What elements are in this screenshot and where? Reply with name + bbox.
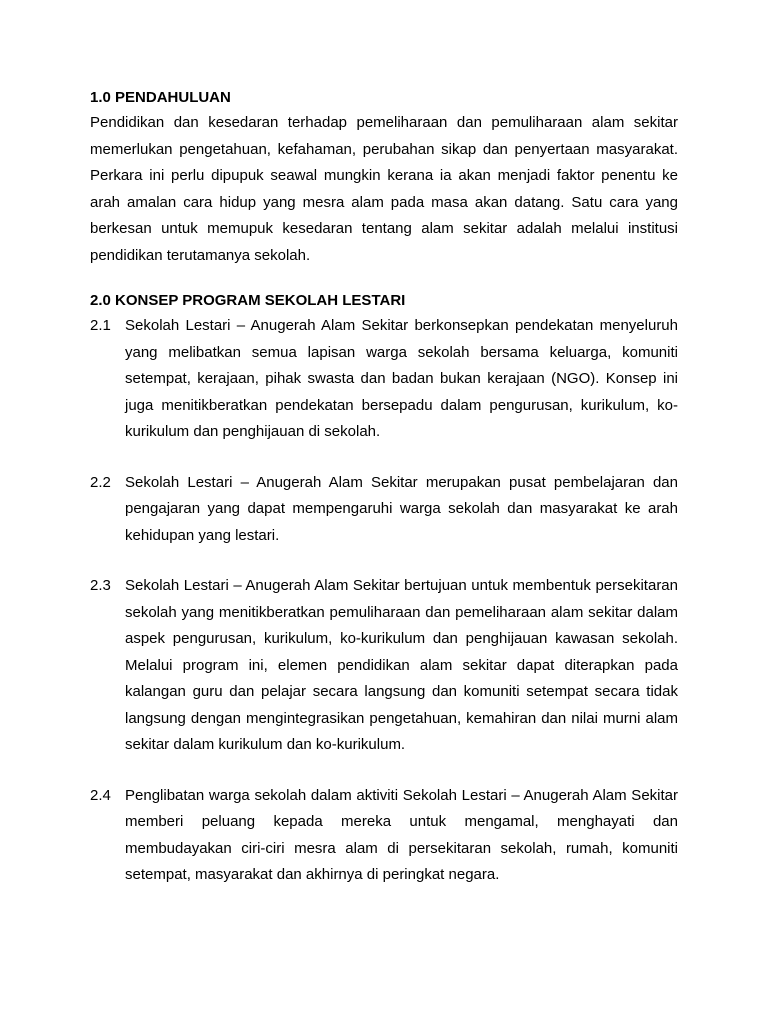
section-1-paragraph: Pendidikan dan kesedaran terhadap pemeliharaan dan pemuliharaan alam sekitar memerlukan pengetahuan, kefahaman, perubahan sikap dan penyertaan masyarakat. Perkara ini perlu dipupuk seawal mungkin kerana ia akan menjadi faktor penentu ke arah amalan cara hidup yang mesra alam pada masa akan datang. Satu cara yang berkesan untuk memupuk kesedaran tentang alam sekitar adalah melalui institusi pendidikan terutamanya sekolah. — [90, 114, 678, 264]
document-page — [90, 88, 678, 889]
item-spacer — [90, 759, 678, 783]
item-number: 2.3 — [90, 577, 111, 594]
section-2-heading: 2.0 KONSEP PROGRAM SEKOLAH LESTARI — [90, 292, 406, 309]
item-number: 2.2 — [90, 473, 111, 491]
item-number: 2.4 — [90, 786, 111, 804]
item-spacer — [90, 549, 678, 573]
section-1-heading: 1.0 PENDAHULUAN — [90, 89, 231, 106]
list-item-2-3 — [90, 573, 678, 759]
item-text: Penglibatan warga sekolah dalam aktiviti Sekolah Lestari – Anugerah Alam Sekitar memberi peluang kepada mereka untuk mengamal, menghayati dan membudayakan ciri-ciri mesra alam di persekitaran sekolah, rumah, komuniti setempat, masyarakat dan akhirnya di peringkat negara. — [125, 786, 678, 883]
item-text: Sekolah Lestari – Anugerah Alam Sekitar bertujuan untuk membentuk persekitaran sekolah yang menitikberatkan pemuliharaan dan pemeliharaan alam sekitar dalam aspek pengurusan, kurikulum, ko-kurikulum dan penghijauan kawasan sekolah. Melalui program ini, elemen pendidikan alam sekitar dapat diterapkan pada kalangan guru dan pelajar secara langsung dan komuniti setempat secara tidak langsung dengan mengintegrasikan pengetahuan, kemahiran dan nilai murni alam sekitar dalam kurikulum dan ko-kurikulum. — [125, 577, 678, 753]
section-spacer — [90, 269, 678, 291]
list-item-2-1 — [90, 313, 678, 446]
item-text: Sekolah Lestari – Anugerah Alam Sekitar berkonsepkan pendekatan menyeluruh yang melibatkan semua lapisan warga sekolah bersama keluarga, komuniti setempat, kerajaan, pihak swasta dan badan bukan kerajaan (NGO). Konsep ini juga menitikberatkan pendekatan bersepadu dalam pengurusan, kurikulum, ko-kurikulum dan penghijauan di sekolah. — [125, 317, 678, 440]
item-text: Sekolah Lestari – Anugerah Alam Sekitar merupakan pusat pembelajaran dan pengajaran yang dapat mempengaruhi warga sekolah dan masyarakat ke arah kehidupan yang lestari. — [125, 473, 678, 544]
item-spacer — [90, 446, 678, 470]
list-item-2-4 — [90, 783, 678, 889]
list-item-2-2 — [90, 470, 678, 550]
item-number: 2.1 — [90, 317, 111, 334]
